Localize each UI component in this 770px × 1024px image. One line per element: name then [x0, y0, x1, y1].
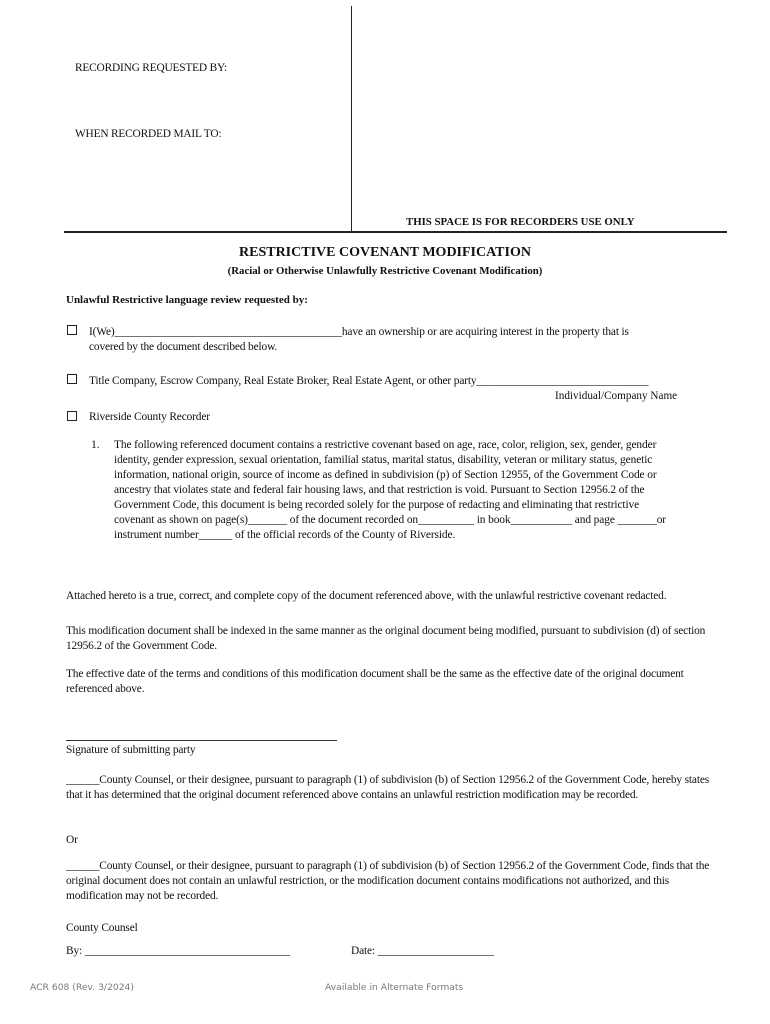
indexing-paragraph: This modification document shall be indexed in the same manner as the original document being modified, pursuant to subdivision (d) of section 12956.2 of the Government Code. [66, 625, 706, 652]
header-vertical-divider [351, 6, 352, 232]
review-requested-by-heading: Unlawful Restrictive language review requested by: [66, 294, 308, 306]
individual-company-name-caption: Individual/Company Name [555, 390, 678, 402]
date-field[interactable]: Date: _____________________ [351, 945, 495, 957]
owner-option-line2: covered by the document described below. [89, 341, 278, 353]
county-recorder-checkbox[interactable] [67, 411, 77, 421]
signature-line[interactable] [66, 740, 337, 741]
effective-date-paragraph: The effective date of the terms and conditions of this modification document shall be the same as the effective date of the original document referenced above. [66, 668, 684, 695]
recording-requested-by-label: RECORDING REQUESTED BY: [75, 62, 227, 74]
county-counsel-label: County Counsel [66, 922, 138, 934]
attached-copy-paragraph: Attached hereto is a true, correct, and complete copy of the document referenced above, with the unlawful restrictive covenant redacted. [66, 590, 667, 602]
item-number: 1. [91, 438, 100, 451]
form-subtitle: (Racial or Otherwise Unlawfully Restrictive Covenant Modification) [227, 265, 543, 277]
recorders-use-label: THIS SPACE IS FOR RECORDERS USE ONLY [406, 216, 635, 228]
county-recorder-option: Riverside County Recorder [89, 411, 210, 423]
restrictive-covenant-paragraph: The following referenced document contains a restrictive covenant based on age, race, color, religion, sex, gender, gender identity, gender expression, sexual orientation, familial status, marital status, disability, veteran or military status, genetic information, national origin, source of income as defined in subdivision (p) of Section 12955, of the Government Code or ancestry that violates state and federal fair housing laws, and that restriction is void. Pursuant to Section 12956.2 of the Government Code, this document is being recorded solely for the purpose of redacting and eliminating that restrictive covenant as shown on page(s)_______ of the document recorded on__________ in book___________ and page _______or instrument number______ of the official records of the County of Riverside. [114, 439, 666, 541]
signature-label: Signature of submitting party [66, 744, 196, 756]
form-title: RESTRICTIVE COVENANT MODIFICATION [239, 245, 531, 260]
alternate-formats-footer: Available in Alternate Formats [325, 982, 464, 993]
header-horizontal-divider [64, 231, 727, 233]
by-signature-field[interactable]: By: _____________________________________ [66, 945, 290, 957]
owner-option-line1: I(We)_________________________________________have an ownership or are acquiring interest in the property that is [89, 326, 629, 338]
title-company-option: Title Company, Escrow Company, Real Estate Broker, Real Estate Agent, or other party_______________________________ [89, 375, 649, 387]
or-label: Or [66, 834, 78, 846]
form-id-footer: ACR 608 (Rev. 3/2024) [30, 982, 134, 993]
when-recorded-mail-to-label: WHEN RECORDED MAIL TO: [75, 128, 222, 140]
county-counsel-approval-paragraph: ______County Counsel, or their designee, pursuant to paragraph (1) of subdivision (b) of Section 12956.2 of the Government Code, hereby states that it has determined that the original document referenced above contains an unlawful restriction modification may be recorded. [66, 774, 710, 801]
owner-checkbox[interactable] [67, 325, 77, 335]
county-counsel-denial-paragraph: ______County Counsel, or their designee, pursuant to paragraph (1) of subdivision (b) of Section 12956.2 of the Government Code, finds that the original document does not contain an unlawful restriction, or the modification document contains modifications not authorized, and this modification may not be recorded. [66, 860, 710, 902]
title-company-checkbox[interactable] [67, 374, 77, 384]
